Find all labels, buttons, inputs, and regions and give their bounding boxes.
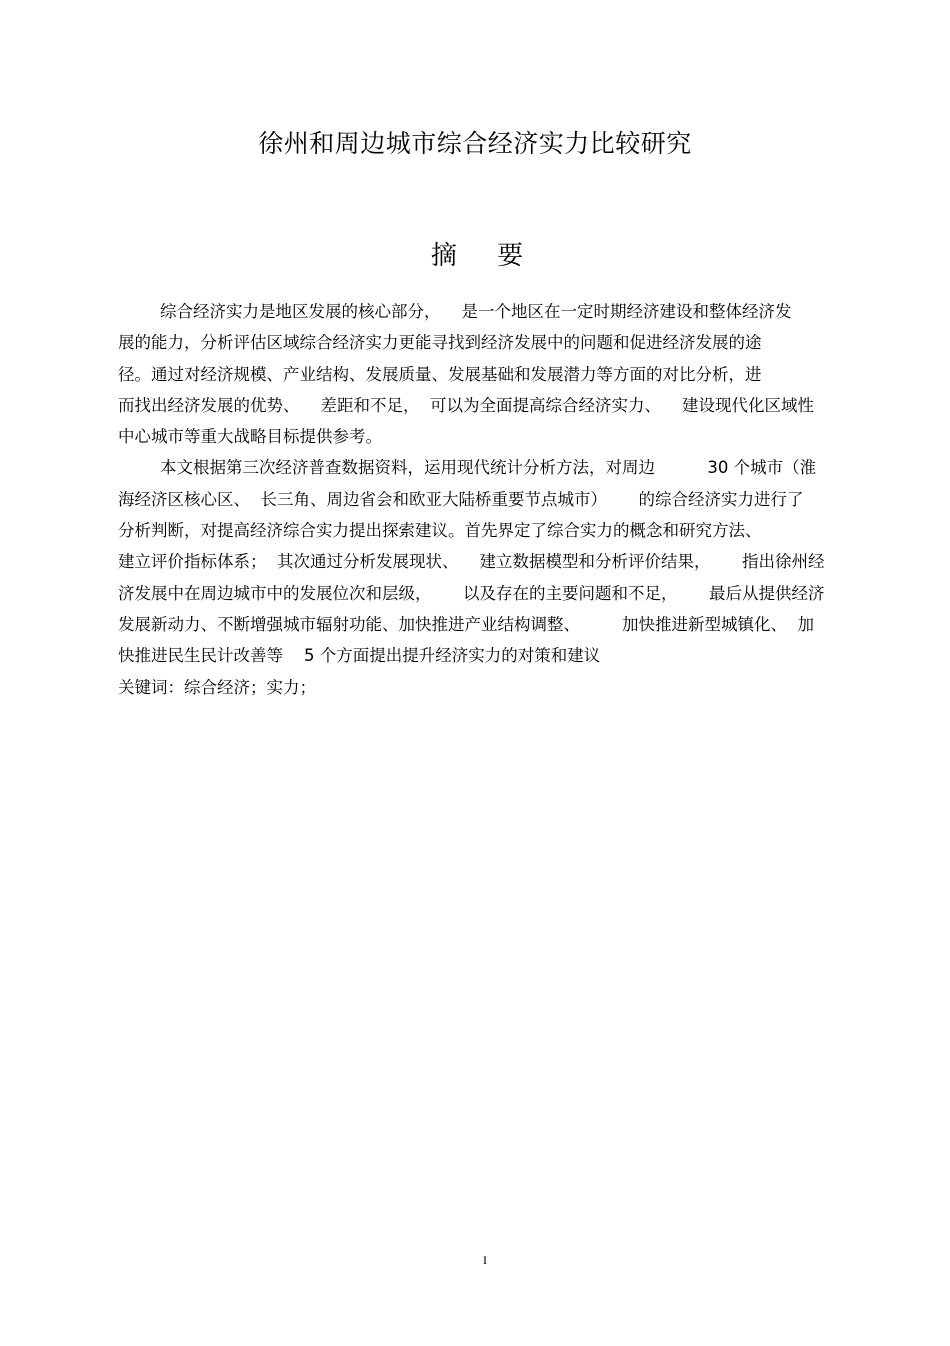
- abstract-line: 综合经济实力是地区发展的核心部分， 是一个地区在一定时期经济建设和整体经济发: [118, 302, 792, 321]
- abstract-line: 展的能力，分析评估区域综合经济实力更能寻找到经济发展中的问题和促进经济发展的途: [118, 333, 762, 353]
- abstract-line: 而找出经济发展的优势、 差距和不足， 可以为全面提高综合经济实力、 建设现代化区域性: [118, 395, 814, 415]
- abstract-line: 济发展中在周边城市中的发展位次和层级， 以及存在的主要问题和不足， 最后从提供经济: [118, 583, 825, 603]
- abstract-line: 径。通过对经济规模、产业结构、发展质量、发展基础和发展潜力等方面的对比分析，进: [118, 364, 762, 384]
- abstract-body: [118, 296, 858, 703]
- abstract-line: 海经济区核心区、 长三角、周边省会和欧亚大陆桥重要节点城市） 的综合经济实力进行了: [118, 489, 804, 509]
- abstract-line: 本文根据第三次经济普查数据资料，运用现代统计分析方法，对周边 30 个城市（淮: [118, 458, 817, 478]
- abstract-heading: 摘 要: [430, 241, 540, 271]
- abstract-line: 发展新动力、不断增强城市辐射功能、加快推进产业结构调整、 加快推进新型城镇化、 加: [118, 614, 814, 634]
- keywords-line: 关键词：综合经济；实力；: [118, 677, 316, 697]
- abstract-line: 快推进民生民计改善等 5 个方面提出提升经济实力的对策和建议: [118, 646, 601, 666]
- abstract-line: 建立评价指标体系； 其次通过分析发展现状、 建立数据模型和分析评价结果， 指出徐州经: [118, 552, 825, 572]
- page-number: I: [483, 1253, 487, 1267]
- abstract-line: 分析判断，对提高经济综合实力提出探索建议。首先界定了综合实力的概念和研究方法、: [118, 521, 762, 541]
- abstract-line: 中心城市等重大战略目标提供参考。: [118, 427, 382, 447]
- page-title: 徐州和周边城市综合经济实力比较研究: [258, 129, 692, 158]
